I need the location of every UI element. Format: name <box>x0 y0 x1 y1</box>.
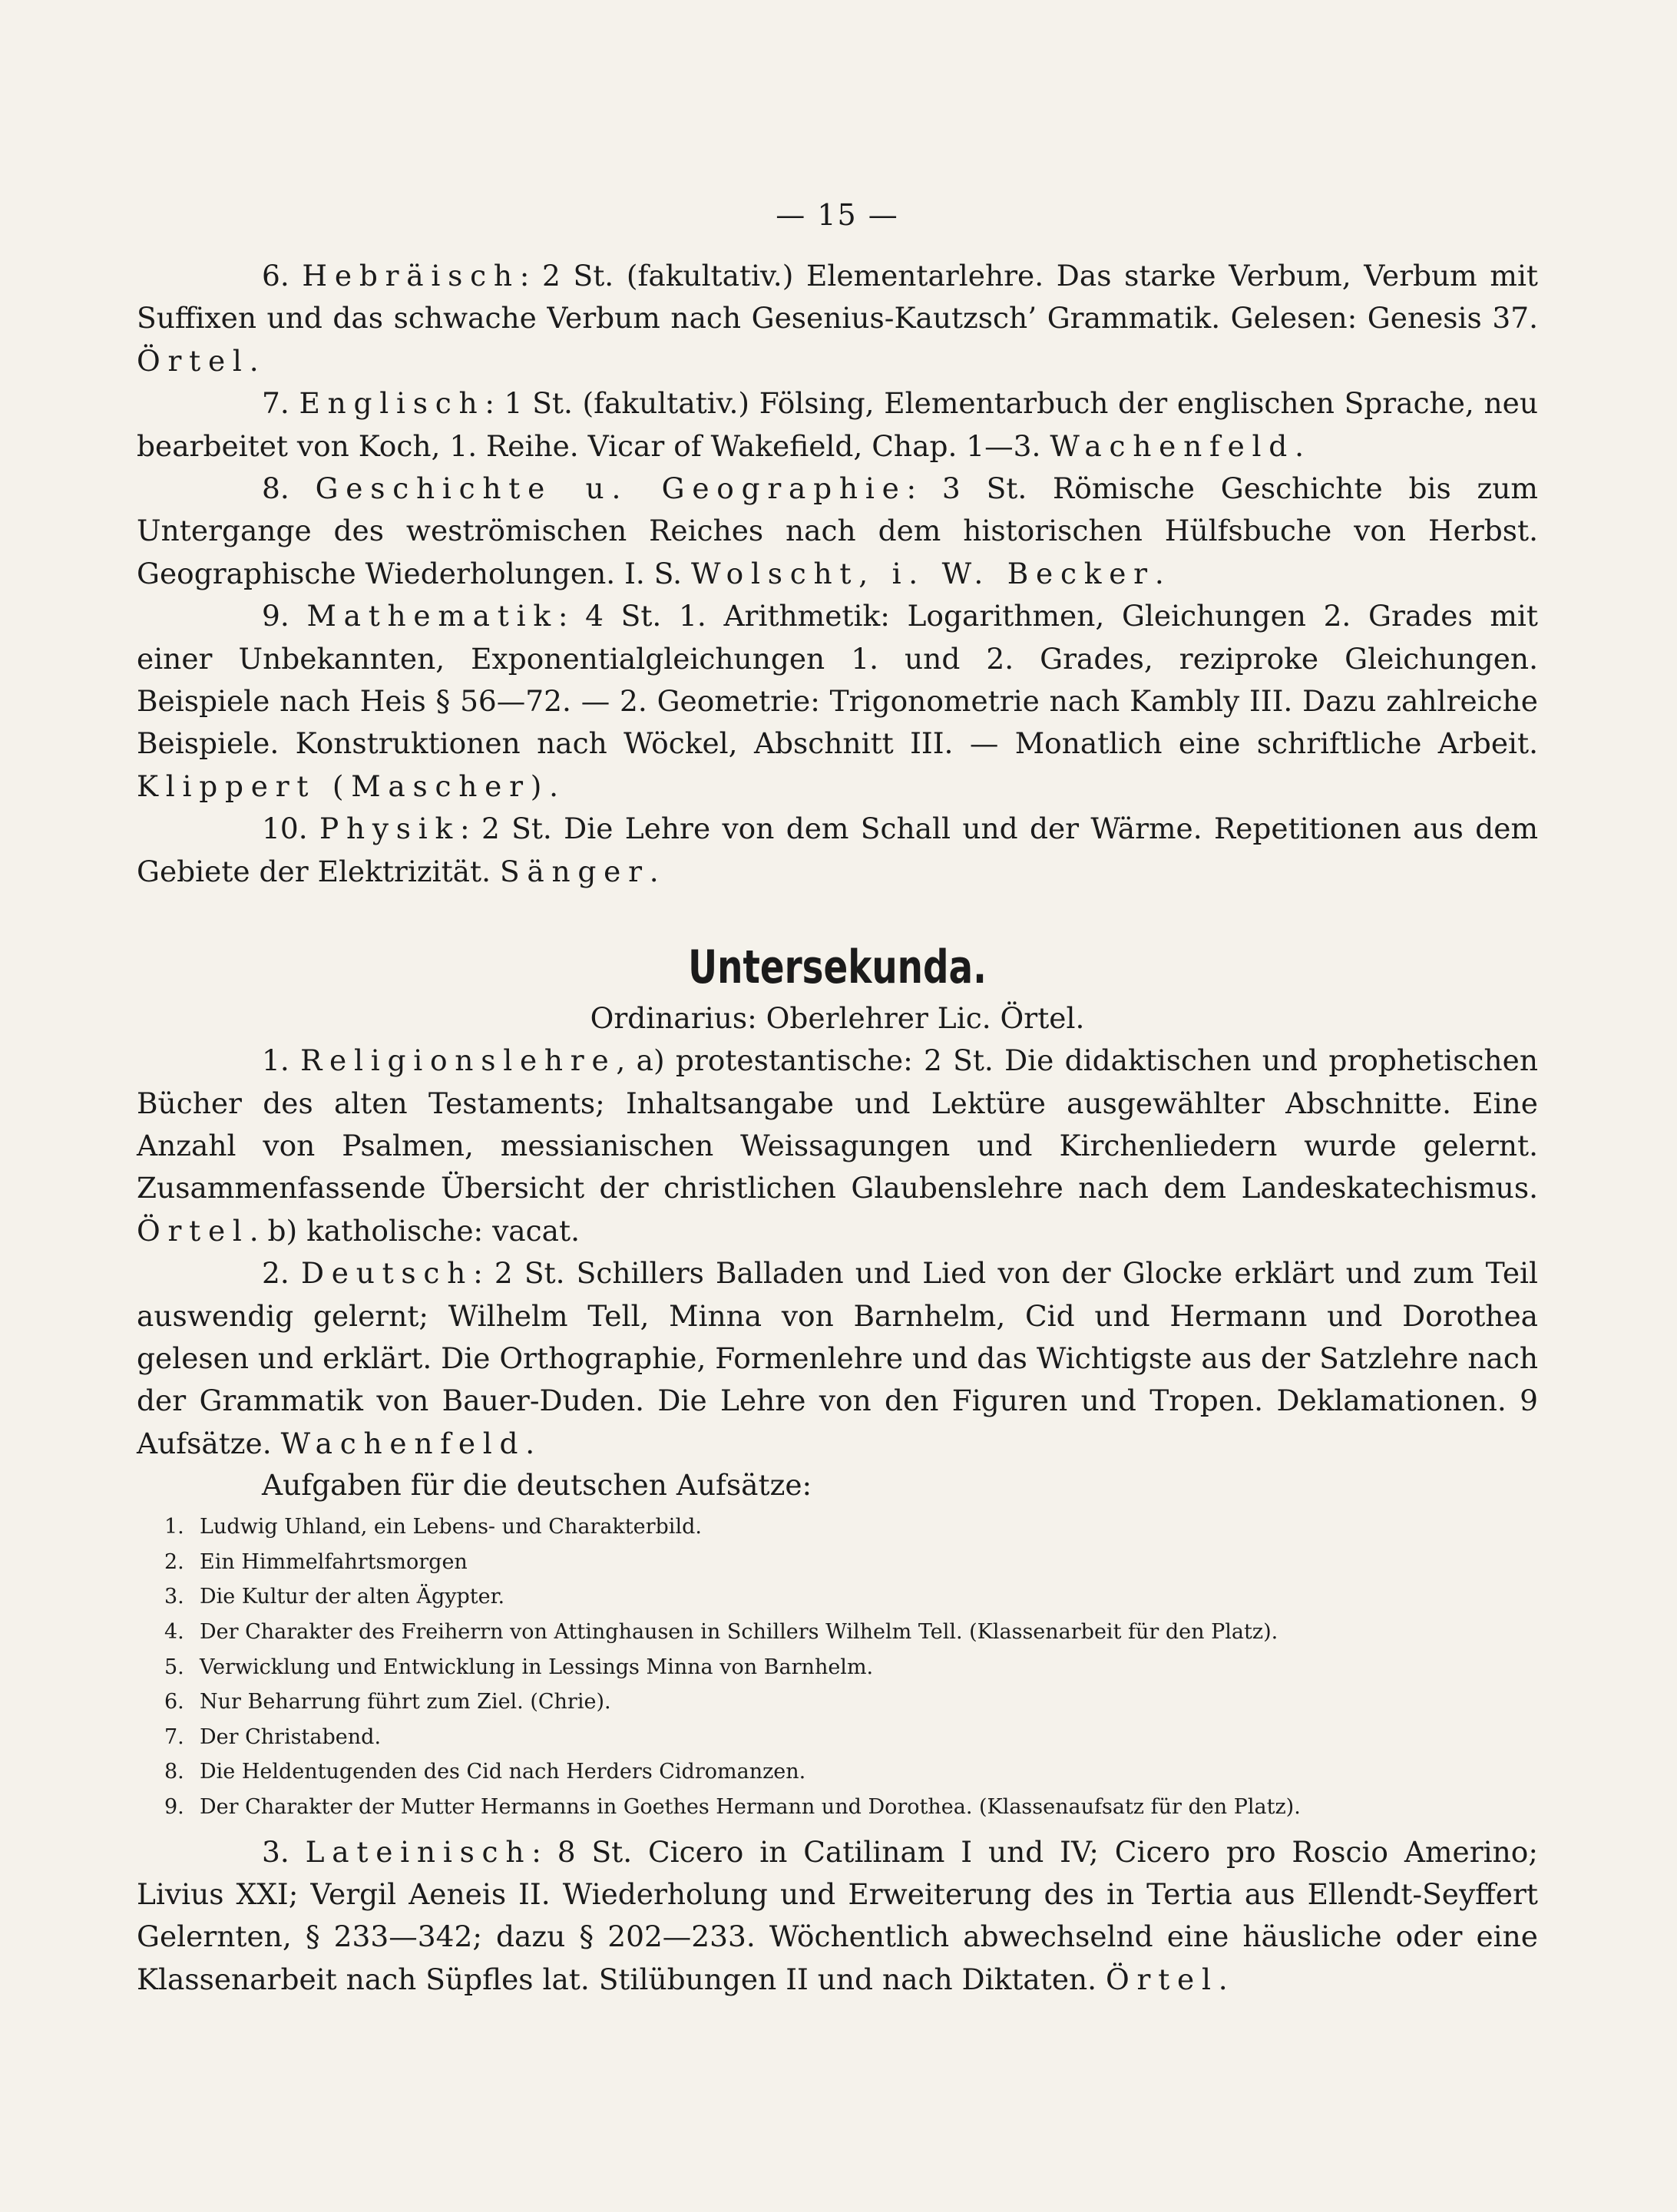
item-lateinisch: 3. Lateinisch: 8 St. Cicero in Catilinam I und IV; Cicero pro Roscio Amerino; Livius XXI; Vergil Aeneis II. Wiederholung und Erweiterung des in Tertia aus Ellendt-Seyffert Gelernten, § 233—342; dazu § 202—233. Wöchentlich abwechselnd eine häusliche oder eine Klassenarbeit nach Süpfles lat. Stilübungen II und nach Diktaten. Örtel. <box>137 1834 1538 1996</box>
subject-name: Physik <box>319 812 461 846</box>
list-item: 9. Der Charakter der Mutter Hermanns in Goethes Hermann und Dorothea. (Klassenaufsatz für den Platz). <box>164 1794 1301 1819</box>
list-item: 1. Ludwig Uhland, ein Lebens- und Charakterbild. <box>164 1515 702 1539</box>
subject-name: Geschichte u. Geographie <box>315 471 907 506</box>
list-item: 4. Der Charakter des Freiherrn von Attinghausen in Schillers Wilhelm Tell. (Klassenarbeit für den Platz). <box>164 1619 1278 1644</box>
list-item: 8. Die Heldentugenden des Cid nach Herders Cidromanzen. <box>164 1760 806 1784</box>
item-mathematik: 9. Mathematik: 4 St. 1. Arithmetik: Logarithmen, Gleichungen 2. Grades mit einer Unbekannten, Exponentialgleichungen 1. und 2. Grades, reziproke Gleichungen. Beispiele nach Heis § 56—72. — 2. Geometrie: Trigonometrie nach Kambly III. Dazu zahlreiche Beispiele. Konstruktionen nach Wöckel, Abschnitt III. — Monatlich eine schriftliche Arbeit. Klippert (Mascher). <box>137 599 1538 803</box>
subject-name: Lateinisch <box>305 1834 532 1869</box>
list-item: 7. Der Christabend. <box>164 1724 382 1749</box>
item-religionslehre: 1. Religionslehre, a) protestantische: 2 St. Die didaktischen und prophetischen Bücher des alten Testaments; Inhaltsangabe und Lektüre ausgewählter Abschnitte. Eine Anzahl von Psalmen, messianischen Weissagungen und Kirchenliedern wurde gelernt. Zusammenfassende Übersicht der christlichen Glaubenslehre nach dem Landeskatechismus. Örtel. b) katholische: vacat. <box>137 1043 1538 1248</box>
list-item: 5. Verwicklung und Entwicklung in Lessings Minna von Barnhelm. <box>164 1655 874 1679</box>
subject-name: Religionslehre <box>300 1043 617 1078</box>
teacher-name: Örtel <box>137 343 250 378</box>
page-number: — 15 — <box>776 198 899 232</box>
teacher-name: Sänger <box>499 854 650 888</box>
subject-name: Hebräisch <box>302 259 520 293</box>
item-geschichte: 8. Geschichte u. Geographie: 3 St. Römische Geschichte bis zum Untergange des weströmischen Reiches nach dem historischen Hülfsbuche von Herbst. Geographische Wiederholungen. I. S. Wolscht, i. W. Becker. <box>137 471 1538 590</box>
subject-name: Deutsch <box>300 1256 474 1291</box>
teacher-name: Örtel <box>137 1213 250 1248</box>
subject-name: Mathematik <box>306 599 558 633</box>
list-item: 2. Ein Himmelfahrtsmorgen <box>164 1549 468 1574</box>
subject-name: Englisch <box>299 386 485 421</box>
ordinarius-line: Ordinarius: Oberlehrer Lic. Örtel. <box>590 1001 1085 1036</box>
aufgaben-list <box>137 1509 1538 1824</box>
page-content <box>137 198 1538 2001</box>
teacher-name: Örtel <box>1106 1962 1219 1996</box>
teacher-name: Wachenfeld <box>280 1426 526 1460</box>
teacher-name: Klippert (Mascher) <box>137 769 550 803</box>
teacher-name: Wolscht, i. W. Becker <box>690 556 1155 590</box>
list-item: 6. Nur Beharrung führt zum Ziel. (Chrie). <box>164 1690 611 1714</box>
item-hebraeisch: 6. Hebräisch: 2 St. (fakultativ.) Elementarlehre. Das starke Verbum, Verbum mit Suffixen und das schwache Verbum nach Gesenius-Kautzsch’ Grammatik. Gelesen: Genesis 37. Örtel. <box>137 259 1539 378</box>
teacher-name: Wachenfeld <box>1050 428 1295 463</box>
item-deutsch: 2. Deutsch: 2 St. Schillers Balladen und Lied von der Glocke erklärt und zum Teil auswendig gelernt; Wilhelm Tell, Minna von Barnhelm, Cid und Hermann und Dorothea gelesen und erklärt. Die Orthographie, Formenlehre und das Wichtigste aus der Satzlehre nach der Grammatik von Bauer-Duden. Die Lehre von den Figuren und Tropen. Deklamationen. 9 Aufsätze. Wachenfeld. <box>137 1256 1539 1460</box>
list-item: 3. Die Kultur der alten Ägypter. <box>164 1585 505 1609</box>
aufgaben-intro: Aufgaben für die deutschen Aufsätze: <box>262 1468 812 1503</box>
section-heading: Untersekunda. <box>688 941 987 995</box>
item-englisch: 7. Englisch: 1 St. (fakultativ.) Fölsing, Elementarbuch der englischen Sprache, neu bearbeitet von Koch, 1. Reihe. Vicar of Wakefield, Chap. 1—3. Wachenfeld. <box>137 386 1538 463</box>
item-physik: 10. Physik: 2 St. Die Lehre von dem Schall und der Wärme. Repetitionen aus dem Gebiete der Elektrizität. Sänger. <box>137 812 1538 888</box>
